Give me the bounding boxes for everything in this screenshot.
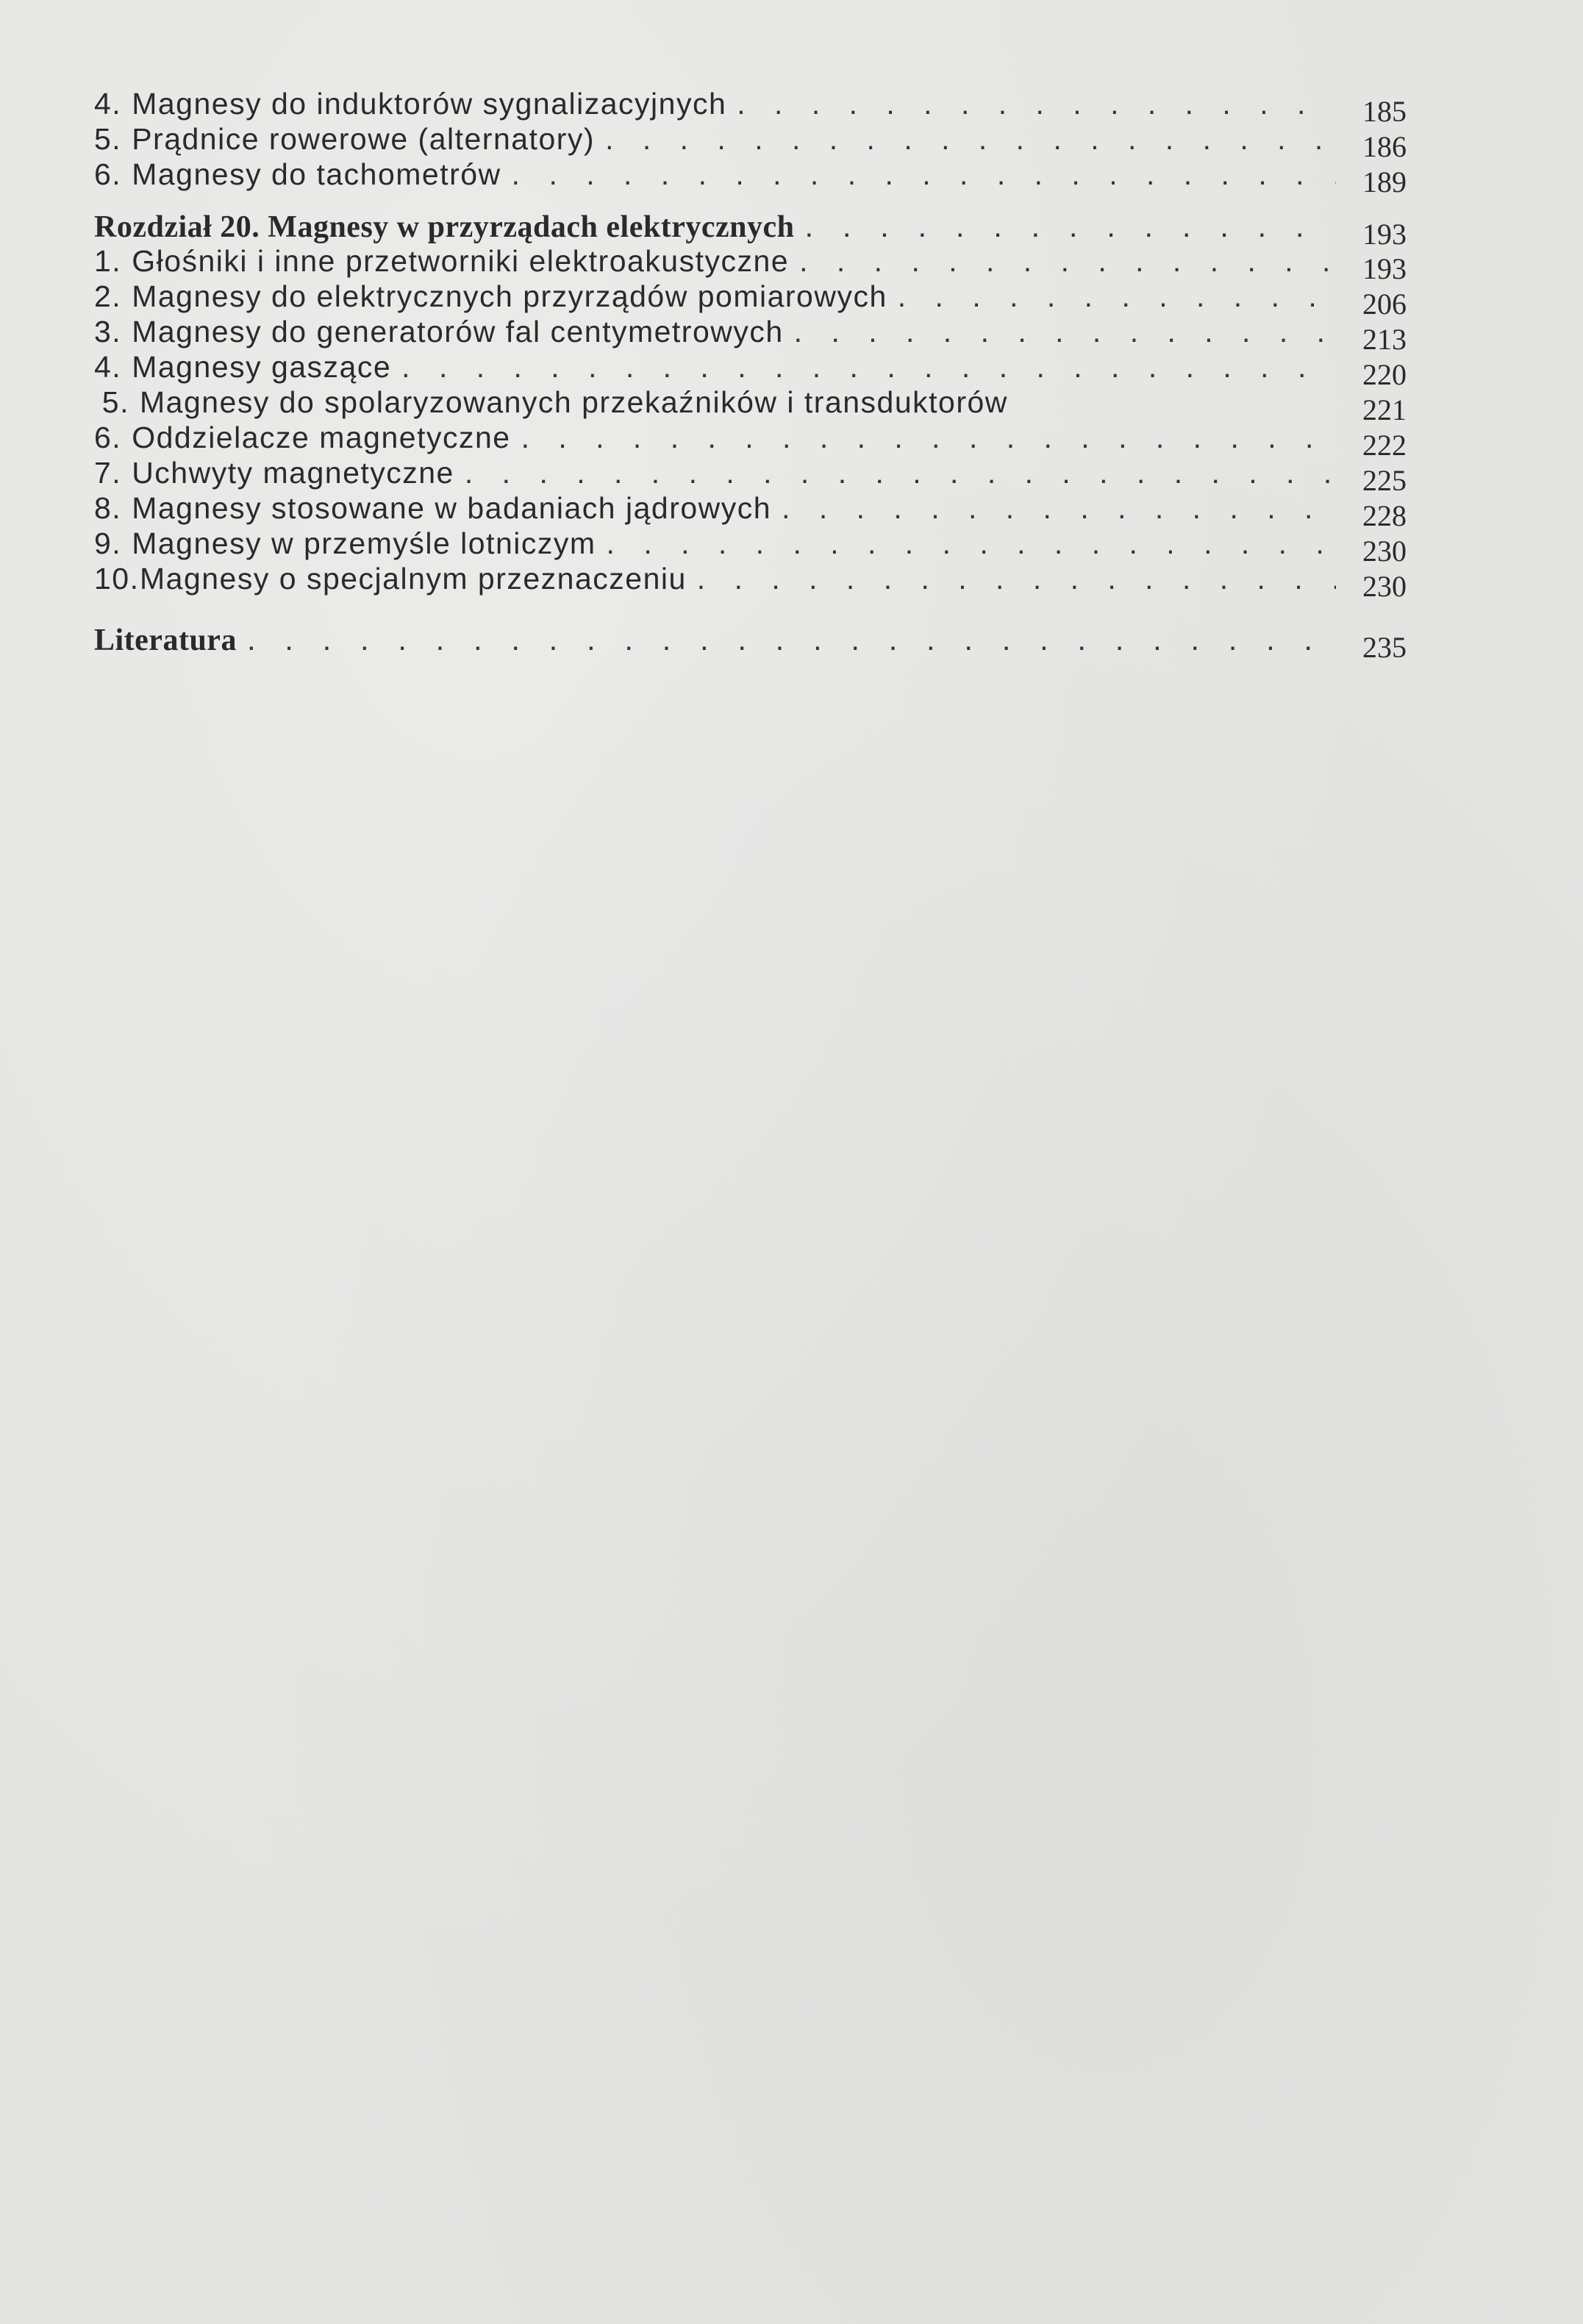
toc-entry-title: Magnesy w przemyśle lotniczym xyxy=(132,526,596,560)
toc-entry-number: 6. xyxy=(94,157,122,191)
dot-leader xyxy=(799,244,1336,279)
dot-leader xyxy=(401,350,1336,385)
toc-entry-number: 9. xyxy=(94,526,122,560)
toc-page-number: 193 xyxy=(1362,252,1407,285)
toc-entry xyxy=(94,385,1407,426)
table-of-contents xyxy=(94,87,1407,664)
toc-entry xyxy=(94,122,1407,163)
toc-entry-number: 4. xyxy=(94,87,122,121)
toc-page-number: 230 xyxy=(1362,570,1407,603)
toc-entry-title: Głośniki i inne przetworniki elektroakustyczne xyxy=(132,244,790,278)
toc-entry-title: Magnesy stosowane w badaniach jądrowych xyxy=(132,491,772,525)
toc-entry-number: 4. xyxy=(94,350,122,384)
toc-entry-title: Magnesy do tachometrów xyxy=(132,157,501,191)
toc-page-number: 230 xyxy=(1362,534,1407,568)
toc-entry-number: 5. xyxy=(94,122,122,156)
dot-leader xyxy=(521,421,1336,455)
toc-entry xyxy=(94,456,1407,497)
toc-page-number: 186 xyxy=(1362,130,1407,163)
dot-leader xyxy=(247,622,1336,657)
toc-page-number: 185 xyxy=(1362,95,1407,128)
toc-entry xyxy=(94,244,1407,285)
toc-entry-number: 3. xyxy=(94,315,122,348)
toc-page-number: 189 xyxy=(1362,165,1407,199)
toc-entry xyxy=(94,315,1407,356)
toc-page-number: 228 xyxy=(1362,499,1407,532)
toc-page-number: 221 xyxy=(1362,393,1407,426)
toc-entry-number: 2. xyxy=(94,279,122,313)
dot-leader xyxy=(805,209,1337,244)
dot-leader xyxy=(697,562,1336,596)
toc-entry-title: Prądnice rowerowe (alternatory) xyxy=(132,122,596,156)
toc-entry xyxy=(94,491,1407,532)
toc-page-number: 225 xyxy=(1362,464,1407,497)
toc-entry-title: Magnesy do elektrycznych przyrządów pomiarowych xyxy=(132,279,887,313)
toc-entry-title: Magnesy do spolaryzowanych przekaźników i transduktorów xyxy=(140,385,1008,419)
toc-entry-number: 6. xyxy=(94,421,122,454)
toc-entry xyxy=(94,87,1407,128)
dot-leader xyxy=(794,315,1336,349)
dot-leader xyxy=(465,456,1336,490)
toc-entry xyxy=(94,421,1407,462)
toc-page-number: 206 xyxy=(1362,287,1407,321)
toc-entry-title: Magnesy o specjalnym przeznaczeniu xyxy=(140,562,687,596)
dot-leader xyxy=(512,157,1336,192)
toc-bibliography-entry xyxy=(94,622,1407,664)
dot-leader xyxy=(605,122,1336,157)
toc-entry xyxy=(94,350,1407,391)
dot-leader xyxy=(607,526,1336,561)
toc-entry-title: Oddzielacze magnetyczne xyxy=(132,421,511,454)
toc-entry-number: 8. xyxy=(94,491,122,525)
toc-entry-title: Literatura xyxy=(94,623,237,657)
toc-entry-title: Magnesy gaszące xyxy=(132,350,392,384)
toc-entry-title: Magnesy do induktorów sygnalizacyjnych xyxy=(132,87,727,121)
toc-entry-number: 1. xyxy=(94,244,122,278)
toc-entry xyxy=(94,562,1407,603)
toc-page-number: 222 xyxy=(1362,429,1407,462)
toc-entry xyxy=(94,157,1407,199)
toc-entry-number: 5. xyxy=(101,385,129,419)
toc-entry-title: Uchwyty magnetyczne xyxy=(132,456,454,490)
dot-leader xyxy=(782,491,1336,526)
toc-entry-number: 10. xyxy=(94,562,140,596)
dot-leader xyxy=(898,279,1336,314)
toc-entry xyxy=(94,526,1407,568)
toc-page-number: 193 xyxy=(1362,218,1407,251)
dot-leader xyxy=(737,87,1336,121)
toc-page-number: 220 xyxy=(1362,358,1407,391)
toc-page-number: 213 xyxy=(1362,323,1407,356)
toc-entry-title: Rozdział 20. Magnesy w przyrządach elektrycznych xyxy=(94,210,795,244)
toc-entry-title: Magnesy do generatorów fal centymetrowych xyxy=(132,315,784,348)
toc-chapter-heading xyxy=(94,209,1407,251)
toc-entry xyxy=(94,279,1407,321)
toc-page-number: 235 xyxy=(1362,631,1407,664)
toc-entry-number: 7. xyxy=(94,456,122,490)
